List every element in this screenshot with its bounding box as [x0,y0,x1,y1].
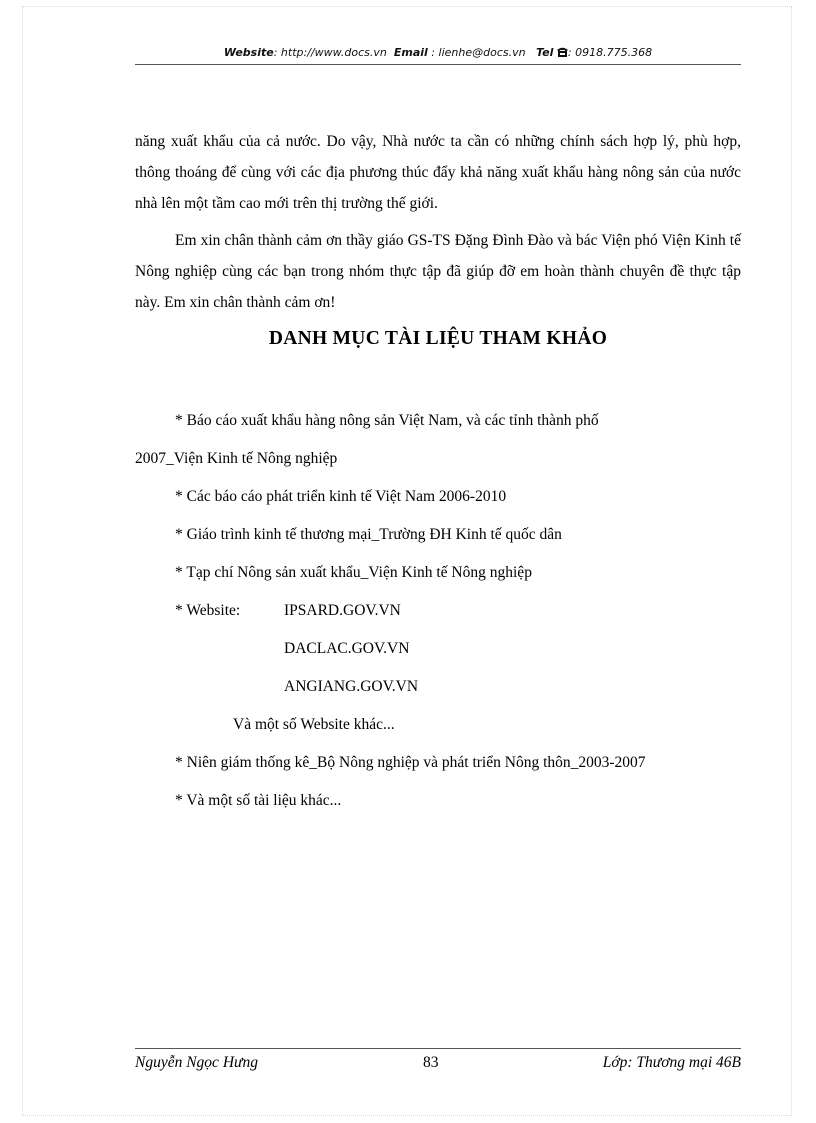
reference-item-4: * Tạp chí Nông sản xuất khẩu_Viện Kinh tế Nông nghiệp [175,564,532,581]
page-header [135,46,741,59]
page-footer [135,1054,741,1072]
reference-website-more: Và một số Website khác... [233,716,395,733]
reference-item-1-line-2: 2007_Viện Kinh tế Nông nghiệp [135,450,338,467]
body-text [135,126,741,324]
header-tel-value: : 0918.775.368 [567,46,653,59]
references-title: DANH MỤC TÀI LIỆU THAM KHẢO [268,328,608,349]
footer-class: Lớp: Thương mại 46B [602,1054,741,1071]
reference-website-row [135,596,741,634]
reference-website-3: ANGIANG.GOV.VN [284,678,419,695]
reference-item-6: * Và một số tài liệu khác... [175,792,342,809]
body-paragraph-1: năng xuất khẩu của cả nước. Do vậy, Nhà nước ta cần có những chính sách hợp lý, phù hợp, thông thoáng để cùng với các địa phương thúc đẩy khả năng xuất khẩu hàng nông sản của nước nhà lên một tầm cao mới trên thị trường thế giới. [135,133,741,212]
footer-page-number: 83 [423,1054,439,1071]
reference-website-label: * Website: [175,602,241,619]
header-tel-label: Tel [536,46,554,59]
reference-website-1: IPSARD.GOV.VN [284,602,401,619]
reference-item-1-line-1: * Báo cáo xuất khẩu hàng nông sản Việt Nam, và các tỉnh thành phố [175,412,599,429]
references-list [135,406,741,824]
footer-author: Nguyễn Ngọc Hưng [135,1054,258,1071]
footer-rule [135,1048,741,1049]
telephone-icon [557,46,568,59]
body-paragraph-2: Em xin chân thành cảm ơn thầy giáo GS-TS Đặng Đình Đào và bác Viện phó Viện Kinh tế Nông nghiệp cùng các bạn trong nhóm thực tập đã giúp đỡ em hoàn thành chuyên đề thực tập này. Em xin chân thành cảm ơn! [135,232,741,311]
reference-item-2: * Các báo cáo phát triển kinh tế Việt Nam 2006-2010 [175,488,507,505]
header-email-label: Email [393,46,428,59]
reference-item-3: * Giáo trình kinh tế thương mại_Trường ĐH Kinh tế quốc dân [175,526,562,543]
reference-website-2: DACLAC.GOV.VN [284,640,410,657]
header-website-label: Website [223,46,274,59]
header-website-value: : http://www.docs.vn [273,46,387,59]
reference-item-5: * Niên giám thống kê_Bộ Nông nghiệp và phát triển Nông thôn_2003-2007 [175,754,646,771]
header-rule [135,64,741,65]
header-email-value: : lienhe@docs.vn [427,46,526,59]
